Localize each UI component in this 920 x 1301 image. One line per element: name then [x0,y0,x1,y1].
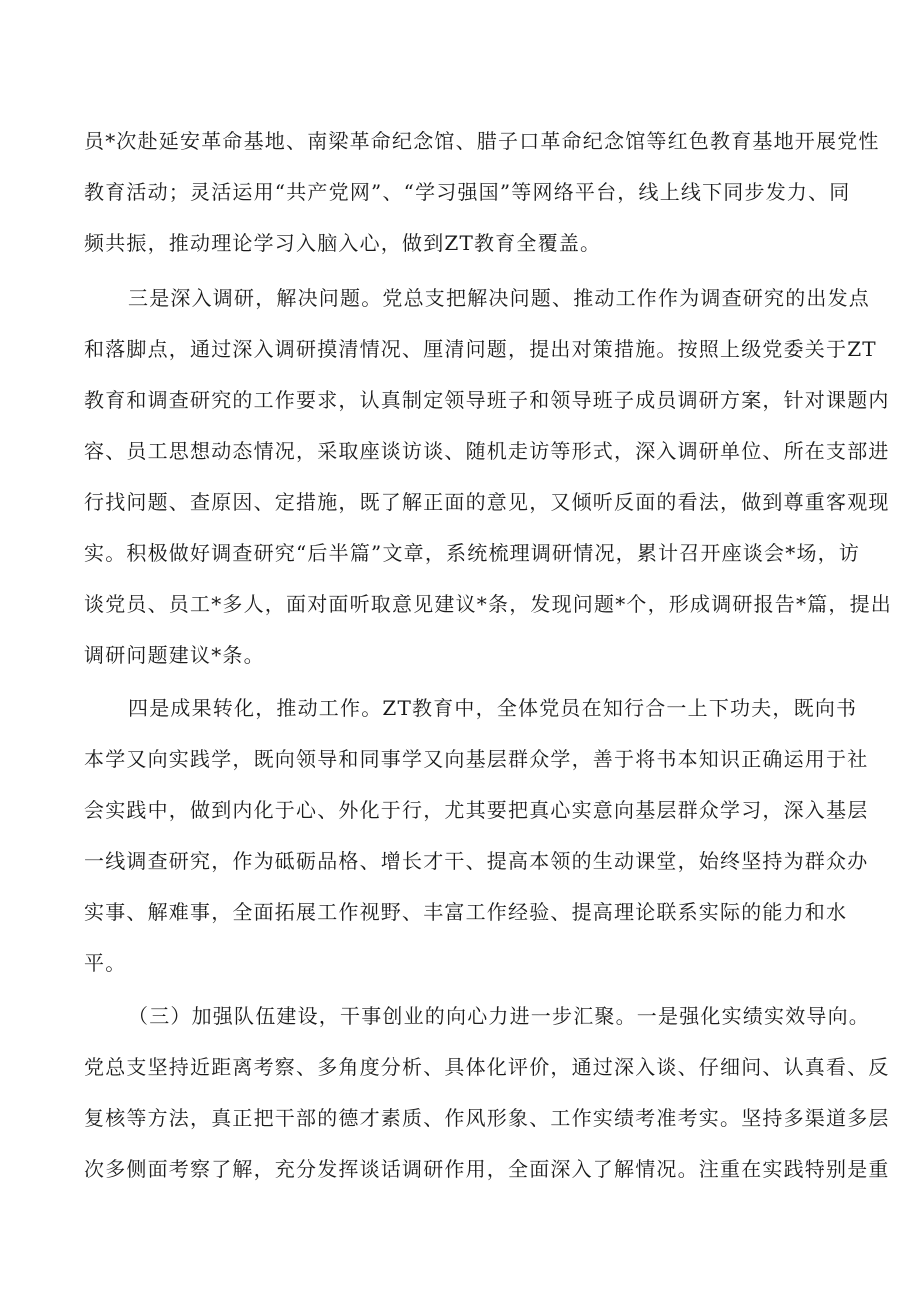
text-line: 和落脚点，通过深入调研摸清情况、厘清问题，提出对策措施。按照上级党委关于ZT [84,337,877,361]
text-line: 本学又向实践学，既向领导和同事学又向基层群众学，善于将书本知识正确运用于社 [84,747,869,771]
text-line: 员*次赴延安革命基地、南梁革命纪念馆、腊子口革命纪念馆等红色教育基地开展党性 [84,129,880,153]
text-line: 教育和调查研究的工作要求，认真制定领导班子和领导班子成员调研方案，针对课题内 [84,388,890,412]
text-line: 谈党员、员工*多人，面对面听取意见建议*条，发现问题*个，形成调研报告*篇，提出 [84,592,892,616]
text-line: 一线调查研究，作为砥砺品格、增长才干、提高本领的生动课堂，始终坚持为群众办 [84,849,869,873]
text-line: 频共振，推动理论学习入脑入心，做到ZT教育全覆盖。 [84,231,602,255]
text-line: （三）加强队伍建设，干事创业的向心力进一步汇聚。一是强化实绩实效导向。 [128,1004,870,1028]
text-line: 会实践中，做到内化于心、外化于行，尤其要把真心实意向基层群众学习，深入基层 [84,798,869,822]
text-line: 调研问题建议*条。 [84,643,265,667]
text-line: 实。积极做好调查研究“后半篇”文章，系统梳理调研情况，累计召开座谈会*场，访 [84,541,861,565]
text-line: 三是深入调研，解决问题。党总支把解决问题、推动工作作为调查研究的出发点 [128,286,870,310]
text-line: 次多侧面考察了解，充分发挥谈话调研作用，全面深入了解情况。注重在实践特别是重 [84,1157,890,1181]
text-line: 平。 [84,951,127,975]
text-line: 复核等方法，真正把干部的德才素质、作风形象、工作实绩考准考实。坚持多渠道多层 [84,1106,890,1130]
text-line: 教育活动；灵活运用“共产党网”、“学习强国”等网络平台，线上线下同步发力、同 [84,180,851,204]
text-line: 实事、解难事，全面拓展工作视野、丰富工作经验、提高理论联系实际的能力和水 [84,900,848,924]
text-line: 党总支坚持近距离考察、多角度分析、具体化评价，通过深入谈、仔细问、认真看、反 [84,1055,890,1079]
text-line: 容、员工思想动态情况，采取座谈访谈、随机走访等形式，深入调研单位、所在支部进 [84,439,890,463]
text-line: 行找问题、查原因、定措施，既了解正面的意见，又倾听反面的看法，做到尊重客观现 [84,490,890,514]
text-line: 四是成果转化，推动工作。ZT教育中，全体党员在知行合一上下功夫，既向书 [128,696,858,720]
